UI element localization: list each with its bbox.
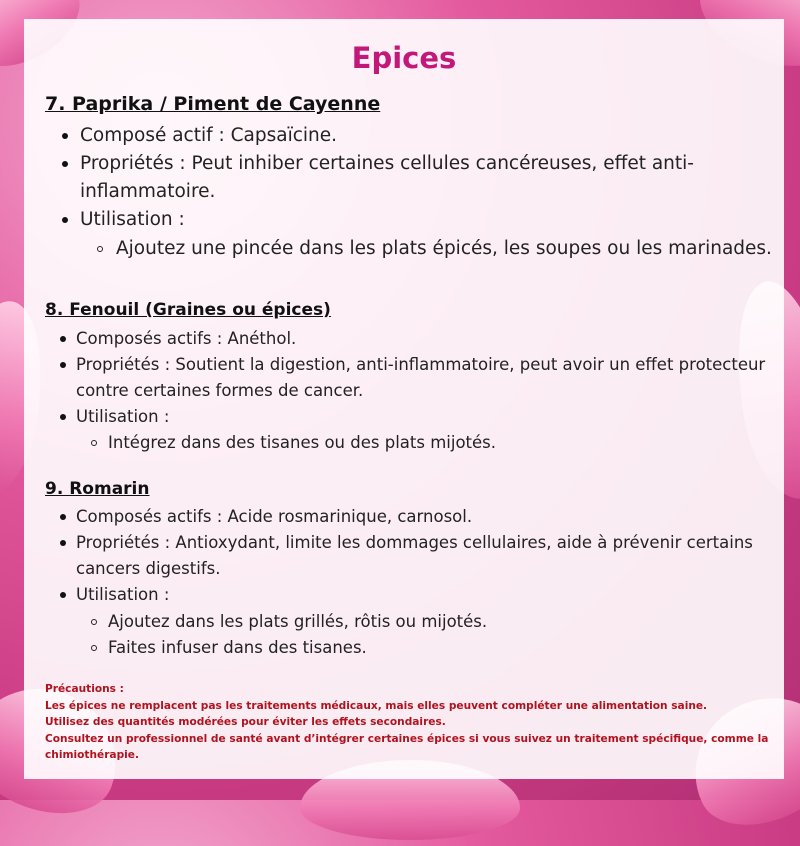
sub-list-item: Ajoutez dans les plats grillés, rôtis ou mijotés. (108, 609, 758, 635)
sublist-fenouil (108, 430, 758, 456)
precautions-line: Les épices ne remplacent pas les traitements médicaux, mais elles peuvent compléter une alimentation saine. (45, 699, 708, 712)
list-item: Propriétés : Antioxydant, limite les dommages cellulaires, aide à prévenir certains cancers digestifs. (76, 530, 776, 582)
section-heading-fenouil: 8. Fenouil (Graines ou épices) (45, 300, 331, 320)
list-item: Propriétés : Soutient la digestion, anti-inflammatoire, peut avoir un effet protecteur contre certaines formes de cancer. (76, 352, 766, 404)
list-item: Utilisation : (80, 206, 770, 234)
precautions-heading: Précautions : (45, 683, 124, 695)
sub-list-item: Ajoutez une pincée dans les plats épicés, les soupes ou les marinades. (116, 235, 800, 263)
section-list-paprika (80, 122, 770, 234)
section-list-romarin (76, 504, 776, 608)
list-item: Composé actif : Capsaïcine. (80, 122, 770, 150)
content-card (24, 19, 784, 779)
list-item: Utilisation : (76, 404, 766, 430)
precautions-line: Utilisez des quantités modérées pour éviter les effets secondaires. (45, 716, 446, 728)
section-heading-paprika: 7. Paprika / Piment de Cayenne (45, 93, 381, 115)
section-list-fenouil (76, 326, 766, 430)
list-item: Utilisation : (76, 582, 776, 608)
list-item: Composés actifs : Acide rosmarinique, carnosol. (76, 504, 776, 530)
sublist-romarin (108, 609, 758, 661)
page-title: Epices (351, 41, 457, 75)
list-item: Propriétés : Peut inhiber certaines cellules cancéreuses, effet anti-inflammatoire. (80, 150, 770, 206)
section-heading-romarin: 9. Romarin (45, 479, 150, 499)
sub-list-item: Faites infuser dans des tisanes. (108, 635, 758, 661)
list-item: Composés actifs : Anéthol. (76, 326, 766, 352)
precautions-line: Consultez un professionnel de santé avant d’intégrer certaines épices si vous suivez un traitement spécifique, comme la chimiothérapie. (45, 732, 769, 761)
sublist-paprika (116, 235, 800, 263)
sub-list-item: Intégrez dans des tisanes ou des plats mijotés. (108, 430, 758, 456)
precautions-block (45, 681, 770, 764)
